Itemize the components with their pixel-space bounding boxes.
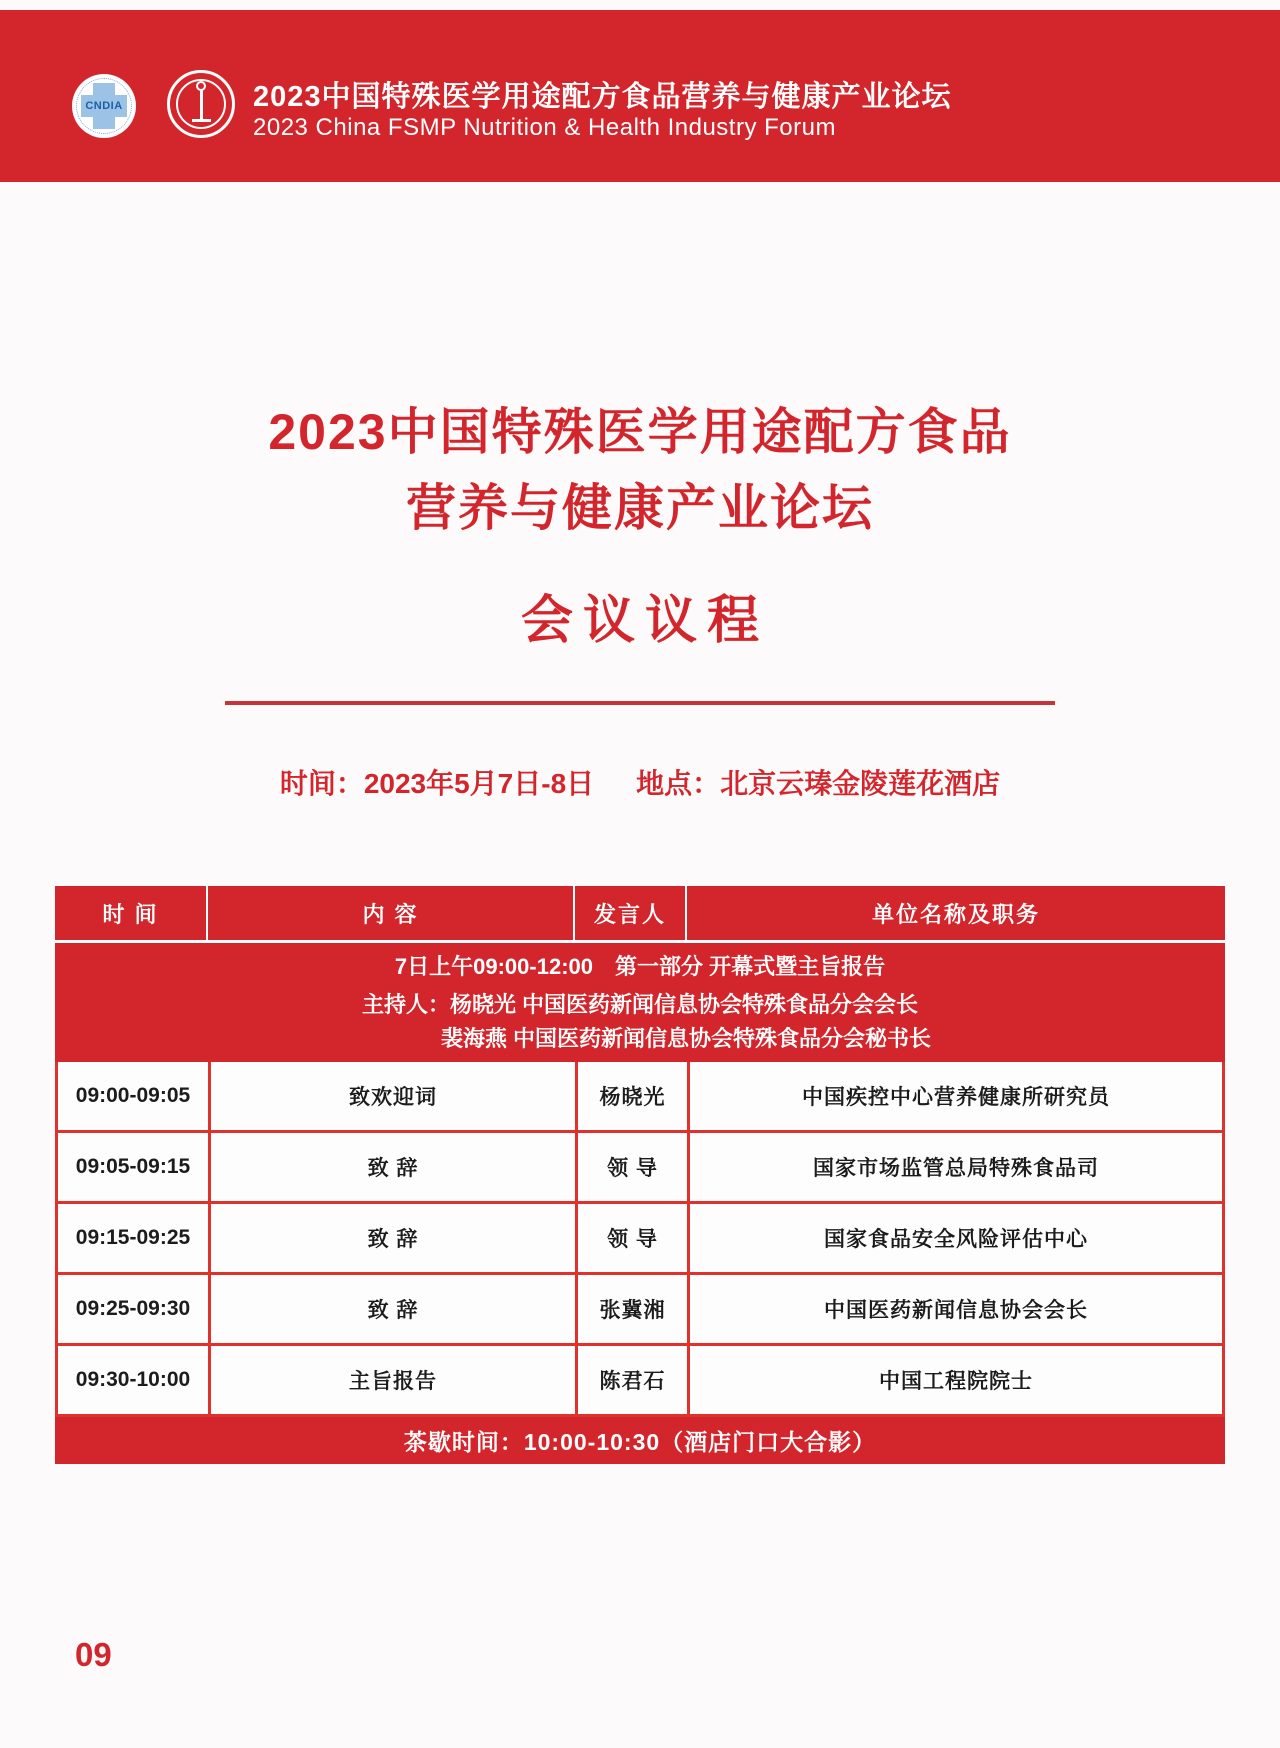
main-title-line2: 营养与健康产业论坛: [406, 480, 874, 536]
cell-content: 致 辞: [211, 1204, 578, 1272]
header-organization: 单位名称及职务: [871, 901, 1040, 927]
event-time-label: 时间：2023年5月7日-8日: [279, 768, 595, 799]
cell-time: 09:15-09:25: [58, 1204, 211, 1272]
cell-organization: 国家食品安全风险评估中心: [824, 1228, 1088, 1251]
header-time: 时 间: [55, 886, 208, 940]
session-host-line: 主持人：杨晓光 中国医药新闻信息协会特殊食品分会会长: [361, 991, 919, 1017]
page-number: 09: [75, 1636, 112, 1673]
main-title-line1: 2023中国特殊医学用途配方食品: [268, 404, 1012, 460]
cell-time: 09:00-09:05: [58, 1062, 211, 1130]
cell-organization: 中国疾控中心营养健康所研究员: [802, 1086, 1110, 1109]
session-title: 7日上午09:00-12:00 第一部分 开幕式暨主旨报告: [394, 953, 886, 979]
table-header-row: [55, 886, 1225, 943]
header-speaker: 发言人: [575, 886, 687, 940]
cell-time: 09:30-10:00: [58, 1346, 211, 1414]
cell-speaker: 张冀湘: [578, 1275, 690, 1343]
cell-time: 09:05-09:15: [58, 1133, 211, 1201]
event-venue-label: 地点：北京云瑧金陵莲花酒店: [636, 768, 1001, 799]
cell-speaker: 领 导: [578, 1204, 690, 1272]
cell-speaker: 陈君石: [578, 1346, 690, 1414]
banner-title-chinese: 2023中国特殊医学用途配方食品营养与健康产业论坛: [253, 81, 952, 113]
emblem-column: [200, 89, 203, 119]
cell-content: 致 辞: [211, 1275, 578, 1343]
table-row: [58, 1346, 1222, 1417]
cell-organization: 中国医药新闻信息协会会长: [824, 1299, 1088, 1322]
cndia-logo-text: CNDIA: [85, 100, 123, 112]
cell-content: 致欢迎词: [211, 1062, 578, 1130]
banner-title-english: 2023 China FSMP Nutrition & Health Industry Forum: [253, 114, 836, 141]
table-row: [58, 1204, 1222, 1275]
cell-organization: 中国工程院院士: [879, 1370, 1033, 1393]
tea-break-banner: 茶歇时间：10:00-10:30（酒店门口大合影）: [55, 1417, 1225, 1464]
table-body: [55, 1062, 1225, 1417]
top-banner: [0, 10, 1280, 182]
agenda-subtitle: 会议议程: [520, 592, 769, 650]
cndia-logo-icon: [72, 74, 136, 138]
session-banner: [55, 943, 1225, 1062]
cell-content: 主旨报告: [211, 1346, 578, 1414]
divider-line: [225, 701, 1055, 705]
cell-speaker: 领 导: [578, 1133, 690, 1201]
emblem-base: [192, 119, 211, 122]
table-row: [58, 1062, 1222, 1133]
session-cohost-line: 裴海燕 中国医药新闻信息协会特殊食品分会秘书长: [440, 1025, 932, 1051]
table-row: [58, 1275, 1222, 1346]
cell-speaker: 杨晓光: [578, 1062, 690, 1130]
time-venue-line: [0, 762, 1280, 802]
agenda-table: [55, 886, 1225, 1464]
header-content: 内 容: [208, 886, 575, 940]
cell-time: 09:25-09:30: [58, 1275, 211, 1343]
association-emblem-icon: [167, 70, 235, 138]
table-row: [58, 1133, 1222, 1204]
cell-content: 致 辞: [211, 1133, 578, 1201]
cell-organization: 国家市场监管总局特殊食品司: [813, 1157, 1099, 1180]
